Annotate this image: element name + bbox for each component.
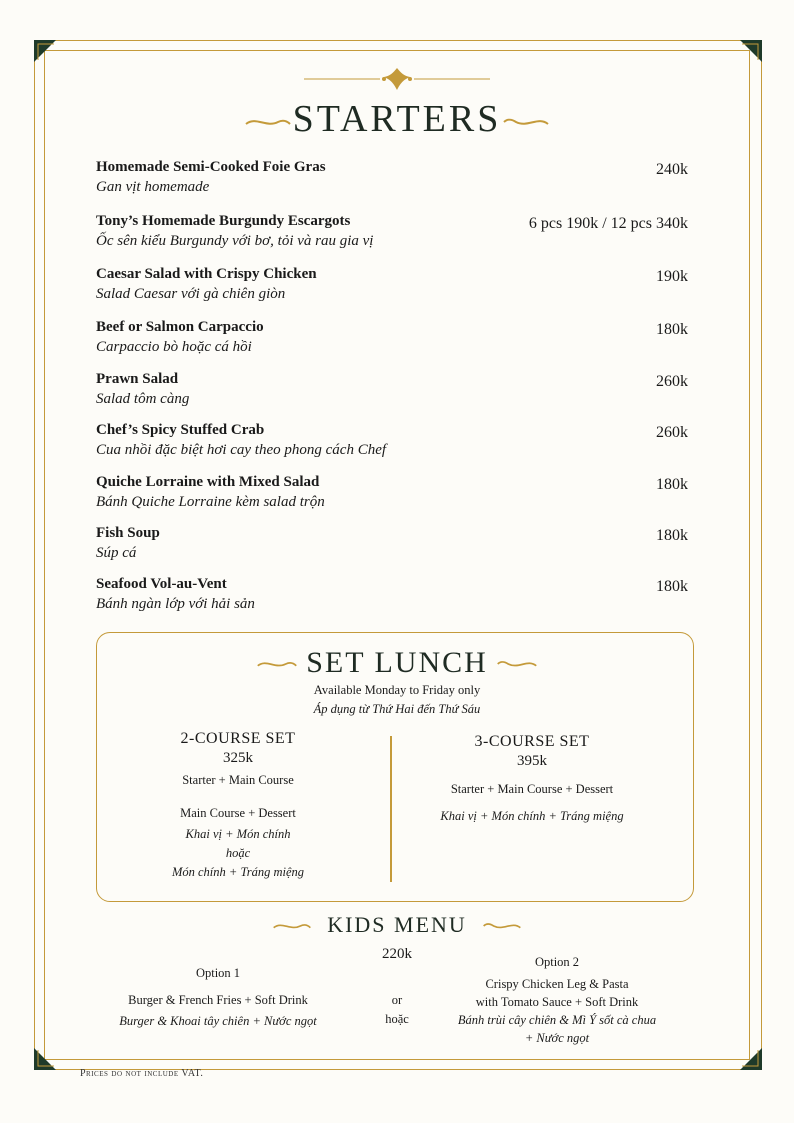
set-lunch-availability-vi: Áp dụng từ Thứ Hai đến Thứ Sáu bbox=[313, 702, 481, 716]
item-translation: Gan vịt homemade bbox=[96, 179, 210, 195]
item-translation: Salad Caesar với gà chiên giòn bbox=[96, 286, 286, 302]
item-name: Seafood Vol-au-Vent bbox=[96, 576, 227, 592]
three-course-heading: 3-COURSE SET bbox=[474, 733, 590, 750]
item-translation: Súp cá bbox=[96, 545, 137, 561]
three-course-price: 395k bbox=[517, 753, 547, 769]
corner-ornament-icon bbox=[740, 40, 762, 62]
kids-option-2-vi1: Bánh trùi cây chiên & Mì Ý sốt cà chua bbox=[457, 1013, 657, 1027]
item-price: 180k bbox=[656, 476, 688, 493]
menu-item bbox=[96, 474, 688, 511]
item-price: 6 pcs 190k / 12 pcs 340k bbox=[528, 215, 688, 232]
kids-option-1 bbox=[96, 966, 340, 1029]
kids-option-2 bbox=[432, 955, 682, 1046]
right-swash-icon bbox=[496, 656, 538, 672]
two-course-option-b: Main Course + Dessert bbox=[180, 806, 296, 820]
item-translation: Cua nhồi đặc biệt hơi cay theo phong cách Chef bbox=[96, 442, 387, 458]
right-swash-icon bbox=[502, 114, 550, 130]
corner-ornament-icon bbox=[34, 1048, 56, 1070]
two-course-set bbox=[138, 730, 338, 880]
two-course-option-a: Starter + Main Course bbox=[182, 773, 294, 787]
kids-or-vi: hoặc bbox=[385, 1012, 409, 1026]
right-swash-icon bbox=[482, 918, 522, 934]
set-lunch-title: SET LUNCH bbox=[306, 646, 488, 679]
item-name: Fish Soup bbox=[96, 525, 160, 541]
item-name: Homemade Semi-Cooked Foie Gras bbox=[96, 159, 326, 175]
kids-menu-title: KIDS MENU bbox=[327, 912, 467, 937]
two-course-heading: 2-COURSE SET bbox=[180, 730, 296, 747]
kids-option-1-label: Option 1 bbox=[195, 966, 241, 980]
menu-item bbox=[96, 422, 688, 459]
item-name: Quiche Lorraine with Mixed Salad bbox=[96, 474, 320, 490]
item-name: Caesar Salad with Crispy Chicken bbox=[96, 266, 317, 282]
item-translation: Salad tôm càng bbox=[96, 391, 190, 407]
starters-title: STARTERS bbox=[292, 98, 502, 140]
item-translation: Bánh Quiche Lorraine kèm salad trộn bbox=[96, 494, 325, 510]
item-price: 260k bbox=[656, 424, 688, 441]
item-price: 190k bbox=[656, 268, 688, 285]
item-name: Tony’s Homemade Burgundy Escargots bbox=[96, 213, 351, 229]
three-course-option: Starter + Main Course + Dessert bbox=[450, 782, 614, 796]
kids-option-1-vi: Burger & Khoai tây chiên + Nước ngọt bbox=[119, 1014, 317, 1028]
vat-note: Prices do not include VAT. bbox=[80, 1068, 204, 1079]
fleur-de-lis-ornament-icon bbox=[300, 64, 494, 94]
set-divider bbox=[390, 736, 392, 882]
item-translation: Carpaccio bò hoặc cá hồi bbox=[96, 339, 252, 355]
item-name: Prawn Salad bbox=[96, 371, 179, 387]
set-lunch-availability: Available Monday to Friday only bbox=[313, 683, 481, 697]
corner-ornament-icon bbox=[34, 40, 56, 62]
corner-ornament-icon bbox=[740, 1048, 762, 1070]
item-name: Chef’s Spicy Stuffed Crab bbox=[96, 422, 265, 438]
kids-or-en: or bbox=[391, 993, 403, 1007]
menu-item bbox=[96, 525, 688, 562]
item-name: Beef or Salmon Carpaccio bbox=[96, 319, 264, 335]
item-translation: Bánh ngàn lớp với hải sản bbox=[96, 596, 255, 612]
kids-option-2-en1: Crispy Chicken Leg & Pasta bbox=[485, 977, 629, 991]
three-course-set bbox=[420, 733, 644, 824]
two-course-vi-a: Khai vị + Món chính bbox=[185, 827, 291, 841]
menu-item bbox=[96, 213, 688, 250]
kids-or bbox=[370, 993, 424, 1027]
menu-item bbox=[96, 576, 688, 613]
kids-option-2-label: Option 2 bbox=[534, 955, 580, 969]
menu-item bbox=[96, 319, 688, 356]
item-price: 180k bbox=[656, 321, 688, 338]
kids-menu-price: 220k bbox=[382, 946, 412, 962]
item-price: 180k bbox=[656, 527, 688, 544]
item-price: 180k bbox=[656, 578, 688, 595]
kids-option-2-en2: with Tomato Sauce + Soft Drink bbox=[475, 995, 639, 1009]
two-course-price: 325k bbox=[223, 750, 253, 766]
kids-option-2-vi2: + Nước ngọt bbox=[524, 1031, 590, 1045]
two-course-vi-b: Món chính + Tráng miệng bbox=[171, 865, 305, 879]
item-translation: Ốc sên kiểu Burgundy với bơ, tỏi và rau gia vị bbox=[96, 233, 374, 249]
item-price: 260k bbox=[656, 373, 688, 390]
three-course-vi: Khai vị + Món chính + Tráng miệng bbox=[440, 809, 624, 823]
two-course-vi-or: hoặc bbox=[225, 846, 251, 860]
menu-item bbox=[96, 266, 688, 303]
menu-item bbox=[96, 371, 688, 408]
kids-option-1-en: Burger & French Fries + Soft Drink bbox=[128, 993, 308, 1007]
item-price: 240k bbox=[656, 161, 688, 178]
menu-item bbox=[96, 159, 688, 196]
